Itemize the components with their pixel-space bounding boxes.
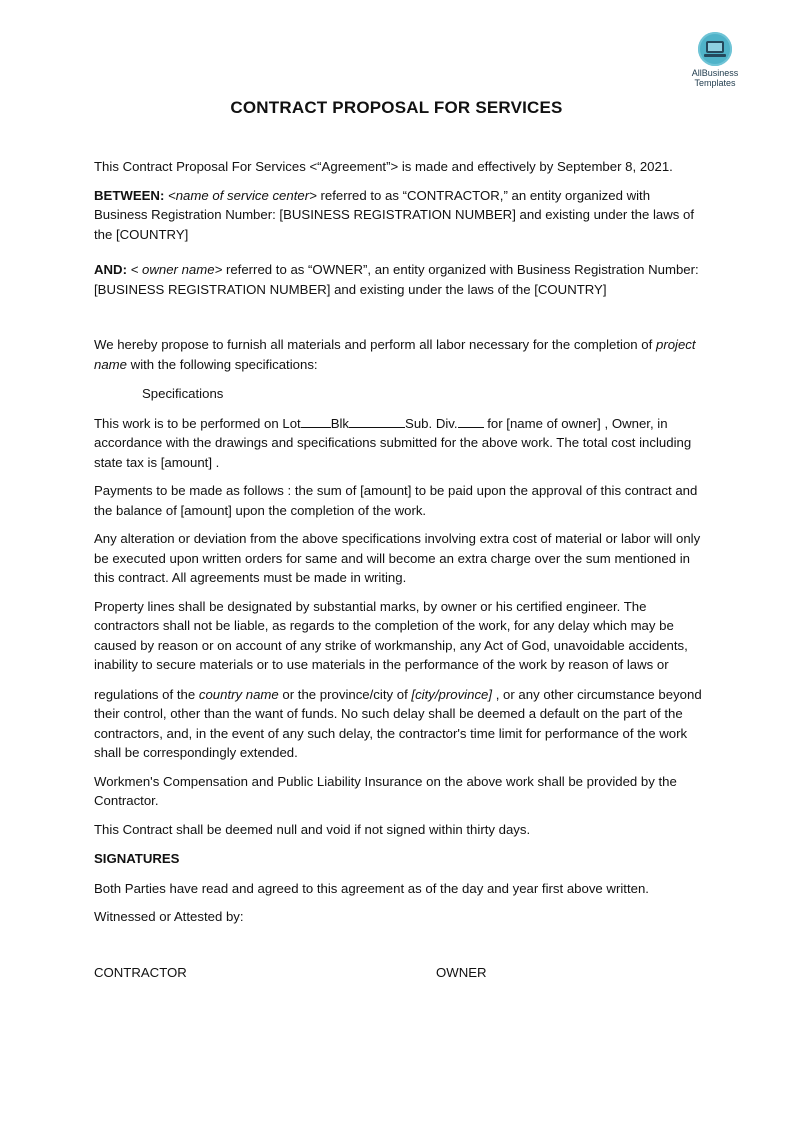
- work-lot: This work is to be performed on Lot: [94, 415, 301, 431]
- workmen-paragraph: Workmen's Compensation and Public Liability Insurance on the above work shall be provided by the Contractor.: [94, 773, 677, 808]
- work-paragraph: [94, 414, 704, 473]
- specifications-label: Specifications: [142, 386, 224, 401]
- regulations-text3: , or any other circumstance beyond their control, other than the want of funds. No such delay shall be deemed a default on the part of the contractors, and, in the event of any such delay, the contractor's time limit for performance of the work shall be correspondingly extended.: [94, 686, 702, 760]
- blk-blank: [349, 415, 405, 428]
- laptop-icon: [698, 32, 732, 66]
- work-rest: for [name of owner] , Owner, in accordance with the drawings and specifications submitted for the above work. The total cost including state tax is [amount] .: [94, 415, 692, 470]
- regulations-text1: regulations of the: [94, 686, 199, 702]
- work-blk: Blk: [330, 415, 350, 431]
- work-sub: Sub. Div.: [405, 415, 458, 431]
- witnessed-line: Witnessed or Attested by:: [94, 909, 244, 924]
- and-label: AND:: [94, 262, 127, 277]
- property-paragraph: Property lines shall be designated by substantial marks, by owner or his certified engineer. The contractors shall not be liable, as regards to the completion of the work, for any delay which may be caused by reason or on account of any strike of workmanship, any Act of God, unavoidable accidents, inability to secure materials or to use materials in the performance of the work by reason of laws or: [94, 598, 688, 672]
- propose-paragraph: [94, 335, 704, 374]
- div-blank: [458, 415, 484, 428]
- logo-line1: AllBusiness: [691, 68, 739, 78]
- alteration-paragraph: Any alteration or deviation from the above specifications involving extra cost of material or labor will only be executed upon written orders for same and will become an extra charge over the sum mentioned in this contract. All agreements must be made in writing.: [94, 531, 701, 585]
- project-name: project name: [94, 337, 696, 372]
- regulations-paragraph: [94, 685, 704, 763]
- signature-row: [94, 963, 704, 983]
- contractor-signature-label: CONTRACTOR: [94, 964, 187, 980]
- intro-paragraph: This Contract Proposal For Services <“Agreement”> is made and effectively by September 8, 2021.: [94, 159, 673, 174]
- between-label: BETWEEN:: [94, 187, 165, 203]
- country-name: country name: [198, 686, 279, 702]
- document-title: CONTRACT PROPOSAL FOR SERVICES: [230, 98, 563, 117]
- document-body: [94, 157, 704, 983]
- propose-text1: We hereby propose to furnish all materials and perform all labor necessary for the completion of: [94, 337, 656, 352]
- null-void-paragraph: This Contract shall be deemed null and void if not signed within thirty days.: [94, 821, 531, 837]
- logo-text: [684, 68, 746, 88]
- city-province: [city/province]: [411, 686, 493, 702]
- agreed-paragraph: Both Parties have read and agreed to this agreement as of the day and year first above written.: [94, 880, 649, 896]
- owner-signature-label: OWNER: [436, 964, 487, 980]
- signatures-heading-text: SIGNATURES: [94, 851, 180, 866]
- and-text: referred to as “OWNER”, an entity organized with Business Registration Number: [BUSINESS REGISTRATION NUMBER] and existing under the laws of the [COUNTRY]: [94, 262, 699, 297]
- and-paragraph: [94, 260, 704, 299]
- regulations-text2: or the province/city of: [278, 686, 412, 702]
- lot-blank: [301, 415, 331, 428]
- logo-line2: Templates: [694, 78, 736, 88]
- between-paragraph: [94, 186, 704, 245]
- and-name: < owner name>: [130, 262, 223, 277]
- brand-logo: [684, 32, 746, 88]
- between-name: <name of service center>: [168, 187, 317, 203]
- between-text: referred to as “CONTRACTOR,” an entity organized with Business Registration Number: [BUSINESS REGISTRATION NUMBER] and existing under the laws of the [COUNTRY]: [94, 187, 695, 242]
- signatures-heading: [94, 849, 704, 869]
- payments-paragraph: Payments to be made as follows : the sum of [amount] to be paid upon the approval of this contract and the balance of [amount] upon the completion of the work.: [94, 483, 698, 518]
- propose-text2: with the following specifications:: [127, 356, 318, 372]
